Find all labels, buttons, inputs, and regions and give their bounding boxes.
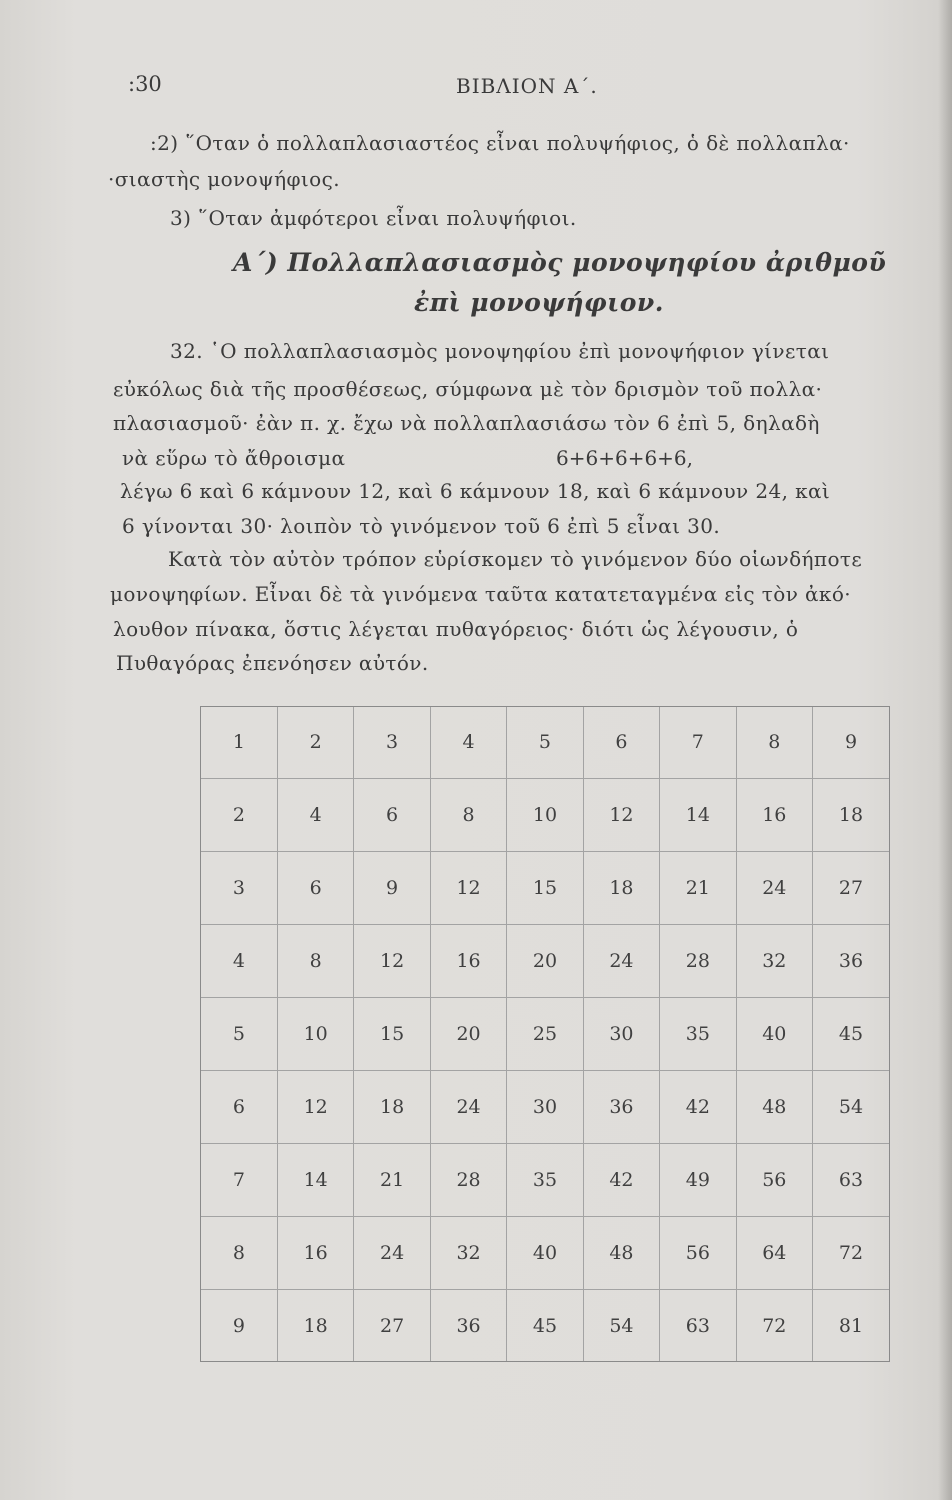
table-cell: 16 <box>736 778 812 851</box>
table-row <box>201 707 889 778</box>
table-cell: 9 <box>354 851 430 924</box>
table-cell: 8 <box>277 924 353 997</box>
table-cell: 3 <box>201 851 277 924</box>
table-cell: 30 <box>507 1070 583 1143</box>
table-cell: 72 <box>736 1290 812 1361</box>
section-heading-line-2: ἐπὶ μονοψήφιον. <box>414 288 664 317</box>
table-cell: 81 <box>838 1314 864 1337</box>
table-cell: 40 <box>507 1217 583 1290</box>
table-cell: 18 <box>813 778 890 851</box>
table-cell: 10 <box>277 997 353 1070</box>
table-cell: 63 <box>660 1290 736 1361</box>
table-cell: 12 <box>430 851 506 924</box>
table-cell: 24 <box>736 851 812 924</box>
table-cell: 8 <box>430 778 506 851</box>
table-cell: 18 <box>583 851 659 924</box>
table-cell: 24 <box>354 1217 430 1290</box>
paragraph-line: λουθον πίνακα, ὅστις λέγεται πυθαγόρειος· διότι ὡς λέγουσιν, ὁ <box>113 617 799 641</box>
table-cell: 21 <box>660 851 736 924</box>
table-cell: 4 <box>430 707 506 778</box>
table-cell: 32 <box>736 924 812 997</box>
table-cell: 12 <box>583 778 659 851</box>
table-cell: 72 <box>813 1217 890 1290</box>
pythagorean-table <box>200 706 890 1362</box>
table-cell: 1 <box>201 707 277 778</box>
section-heading-line-1: Α΄) Πολλαπλασιασμὸς μονοψηφίου ἀριθμοῦ <box>233 248 887 277</box>
paragraph-line: Πυθαγόρας ἐπενόησεν αὐτόν. <box>116 651 429 675</box>
table-cell: 24 <box>430 1070 506 1143</box>
table-cell: 3 <box>354 707 430 778</box>
table-cell: 20 <box>430 997 506 1070</box>
table-cell: 48 <box>736 1070 812 1143</box>
paragraph-line: λέγω 6 καὶ 6 κάμνουν 12, καὶ 6 κάμνουν 18, καὶ 6 κάμνουν 24, καὶ <box>120 479 831 503</box>
page-edge-shadow <box>938 0 952 1500</box>
table-cell: 27 <box>813 851 890 924</box>
table-row <box>201 1290 889 1361</box>
table-cell: 54 <box>813 1070 890 1143</box>
multiplication-table <box>201 707 889 1361</box>
table-cell: 18 <box>277 1290 353 1361</box>
table-cell: 15 <box>507 851 583 924</box>
table-cell: 16 <box>430 924 506 997</box>
table-cell: 8 <box>736 707 812 778</box>
table-cell: 6 <box>201 1070 277 1143</box>
table-cell: 14 <box>277 1144 353 1217</box>
table-cell: 36 <box>430 1290 506 1361</box>
table-cell: 35 <box>660 997 736 1070</box>
table-row <box>201 924 889 997</box>
table-cell: 4 <box>277 778 353 851</box>
table-cell: 6 <box>583 707 659 778</box>
table-cell: 25 <box>507 997 583 1070</box>
table-cell: 7 <box>660 707 736 778</box>
table-cell: 48 <box>583 1217 659 1290</box>
paragraph-line: 6 γίνονται 30· λοιπὸν τὸ γινόμενον τοῦ 6 ἐπὶ 5 εἶναι 30. <box>122 514 721 538</box>
table-cell: 54 <box>583 1290 659 1361</box>
paragraph-line: εὐκόλως διὰ τῆς προσθέσεως, σύμφωνα μὲ τὸν δρισμὸν τοῦ πολλα· <box>113 377 823 401</box>
table-cell: 10 <box>507 778 583 851</box>
paragraph-line: 32. ῾Ο πολλαπλασιασμὸς μονοψηφίου ἐπὶ μονοψήφιον γίνεται <box>170 339 830 363</box>
table-cell: 5 <box>201 997 277 1070</box>
table-cell: 45 <box>507 1290 583 1361</box>
table-cell: 7 <box>201 1144 277 1217</box>
table-cell: 30 <box>583 997 659 1070</box>
table-cell: 56 <box>736 1144 812 1217</box>
table-cell: 27 <box>354 1290 430 1361</box>
table-cell: 12 <box>354 924 430 997</box>
table-row <box>201 1070 889 1143</box>
table-cell: 8 <box>201 1217 277 1290</box>
text-line: :2) ῞Οταν ὁ πολλαπλασιαστέος εἶναι πολυψήφιος, ὁ δὲ πολλαπλα· <box>150 131 850 155</box>
table-row <box>201 997 889 1070</box>
table-row <box>201 778 889 851</box>
paragraph-line: πλασιασμοῦ· ἐὰν π. χ. ἔχω νὰ πολλαπλασιάσω τὸν 6 ἐπὶ 5, δηλαδὴ <box>113 411 820 435</box>
table-cell: 20 <box>507 924 583 997</box>
table-cell: 18 <box>354 1070 430 1143</box>
page-number: :30 <box>128 72 162 96</box>
table-cell: 56 <box>660 1217 736 1290</box>
table-cell: 4 <box>201 924 277 997</box>
table-row <box>201 851 889 924</box>
table-cell: 28 <box>430 1144 506 1217</box>
text-line: 3) ῞Οταν ἀμφότεροι εἶναι πολυψήφιοι. <box>170 206 577 230</box>
table-cell: 24 <box>583 924 659 997</box>
table-cell: 16 <box>277 1217 353 1290</box>
table-cell: 28 <box>660 924 736 997</box>
table-cell: 6 <box>277 851 353 924</box>
paragraph-line: Κατὰ τὸν αὐτὸν τρόπον εὑρίσκομεν τὸ γινόμενον δύο οἱωνδήποτε <box>168 547 863 571</box>
addition-formula: 6+6+6+6+6, <box>556 446 694 470</box>
table-cell: 35 <box>507 1144 583 1217</box>
table-cell: 21 <box>354 1144 430 1217</box>
table-cell: 2 <box>277 707 353 778</box>
table-cell: 32 <box>430 1217 506 1290</box>
table-cell: 42 <box>583 1144 659 1217</box>
table-cell: 5 <box>507 707 583 778</box>
text-line: ·σιαστὴς μονοψήφιος. <box>108 167 340 191</box>
table-cell: 14 <box>660 778 736 851</box>
table-cell: 40 <box>736 997 812 1070</box>
table-cell: 9 <box>201 1290 277 1361</box>
table-cell: 64 <box>736 1217 812 1290</box>
table-cell: 36 <box>583 1070 659 1143</box>
table-cell: 12 <box>277 1070 353 1143</box>
table-cell: 2 <box>201 778 277 851</box>
running-head: ΒΙΒΛΙΟΝ Α΄. <box>456 74 598 98</box>
table-row <box>201 1217 889 1290</box>
paragraph-line: μονοψηφίων. Εἶναι δὲ τὰ γινόμενα ταῦτα κατατεταγμένα εἰς τὸν ἀκό· <box>110 582 852 606</box>
table-cell: 9 <box>813 707 890 778</box>
table-cell: 6 <box>354 778 430 851</box>
table-cell: 42 <box>660 1070 736 1143</box>
table-cell: 15 <box>354 997 430 1070</box>
table-cell: 49 <box>660 1144 736 1217</box>
table-cell: 63 <box>813 1144 890 1217</box>
table-cell: 45 <box>813 997 890 1070</box>
table-row <box>201 1144 889 1217</box>
paragraph-line: νὰ εὕρω τὸ ἄθροισμα <box>122 446 346 470</box>
table-cell: 36 <box>813 924 890 997</box>
